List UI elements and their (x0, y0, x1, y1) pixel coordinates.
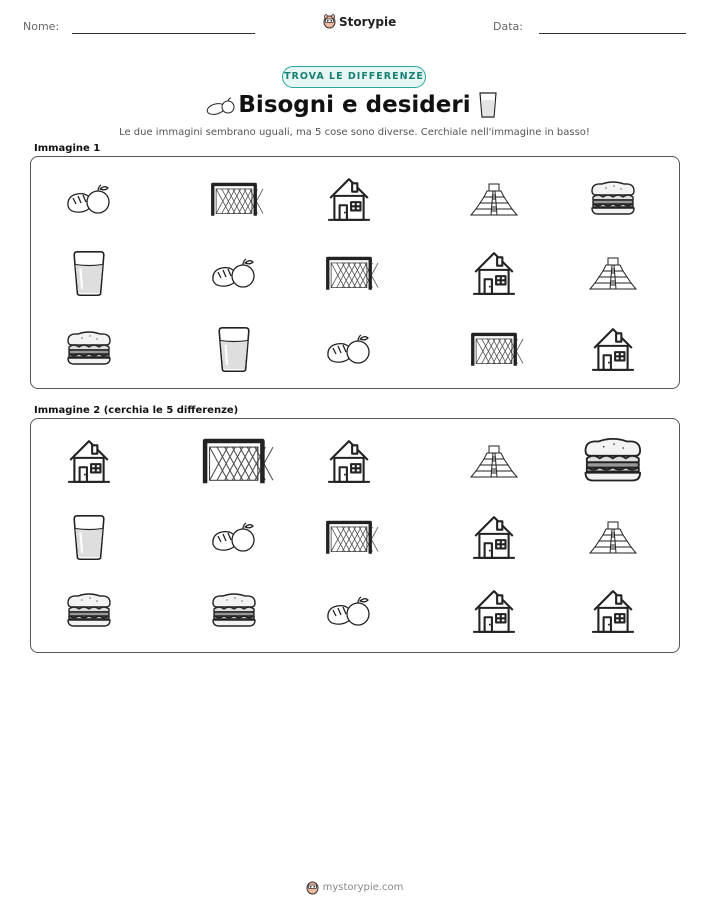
image-2-panel[interactable] (30, 418, 680, 653)
name-line[interactable] (72, 33, 255, 34)
soccer-goal-icon[interactable] (200, 435, 268, 486)
date-line[interactable] (539, 33, 686, 34)
bread-apple-icon[interactable] (210, 520, 258, 554)
water-glass-icon[interactable] (71, 512, 107, 562)
bread-apple-icon (210, 256, 258, 290)
footer-url[interactable]: mystorypie.com (322, 882, 404, 893)
brand-name: Storypie (339, 14, 397, 29)
house-icon (325, 175, 373, 223)
bread-apple-icon (325, 332, 373, 366)
image-1-panel (30, 156, 680, 389)
brand-logo (323, 14, 396, 29)
water-glass-icon (216, 324, 252, 374)
bread-apple-icon (65, 182, 113, 216)
house-icon[interactable] (589, 587, 637, 635)
house-icon[interactable] (470, 587, 518, 635)
sandwich-icon (587, 179, 639, 219)
panel-2-label: Immagine 2 (cerchia le 5 differenze) (34, 405, 239, 416)
house-icon[interactable] (325, 437, 373, 485)
activity-type-badge: TROVA LE DIFFERENZE (282, 66, 426, 88)
pyramid-icon[interactable] (587, 517, 639, 557)
soccer-goal-icon (209, 180, 259, 218)
sandwich-icon[interactable] (579, 435, 647, 487)
footer (0, 880, 709, 895)
page-title: Bisogni e desideri (238, 92, 471, 118)
house-icon (589, 325, 637, 373)
instructions-text: Le due immagini sembrano uguali, ma 5 cose sono diverse. Cerchiale nell'immagine in basso! (119, 127, 590, 138)
pyramid-icon (468, 179, 520, 219)
name-label: Nome: (23, 20, 60, 33)
soccer-goal-icon (469, 330, 519, 368)
pyramid-icon[interactable] (468, 441, 520, 481)
house-icon[interactable] (65, 437, 113, 485)
bread-apple-icon[interactable] (325, 594, 373, 628)
storypie-mascot-icon (323, 14, 336, 29)
sandwich-icon[interactable] (208, 591, 260, 631)
pyramid-icon (587, 253, 639, 293)
water-glass-icon (71, 248, 107, 298)
soccer-goal-icon (324, 254, 374, 292)
sandwich-icon[interactable] (63, 591, 115, 631)
sandwich-icon (63, 329, 115, 369)
house-icon (470, 249, 518, 297)
storypie-mascot-icon (306, 880, 319, 895)
soccer-goal-icon[interactable] (324, 518, 374, 556)
water-glass-icon (478, 91, 498, 119)
house-icon[interactable] (470, 513, 518, 561)
date-label: Data: (493, 20, 523, 33)
panel-1-label: Immagine 1 (34, 143, 101, 154)
